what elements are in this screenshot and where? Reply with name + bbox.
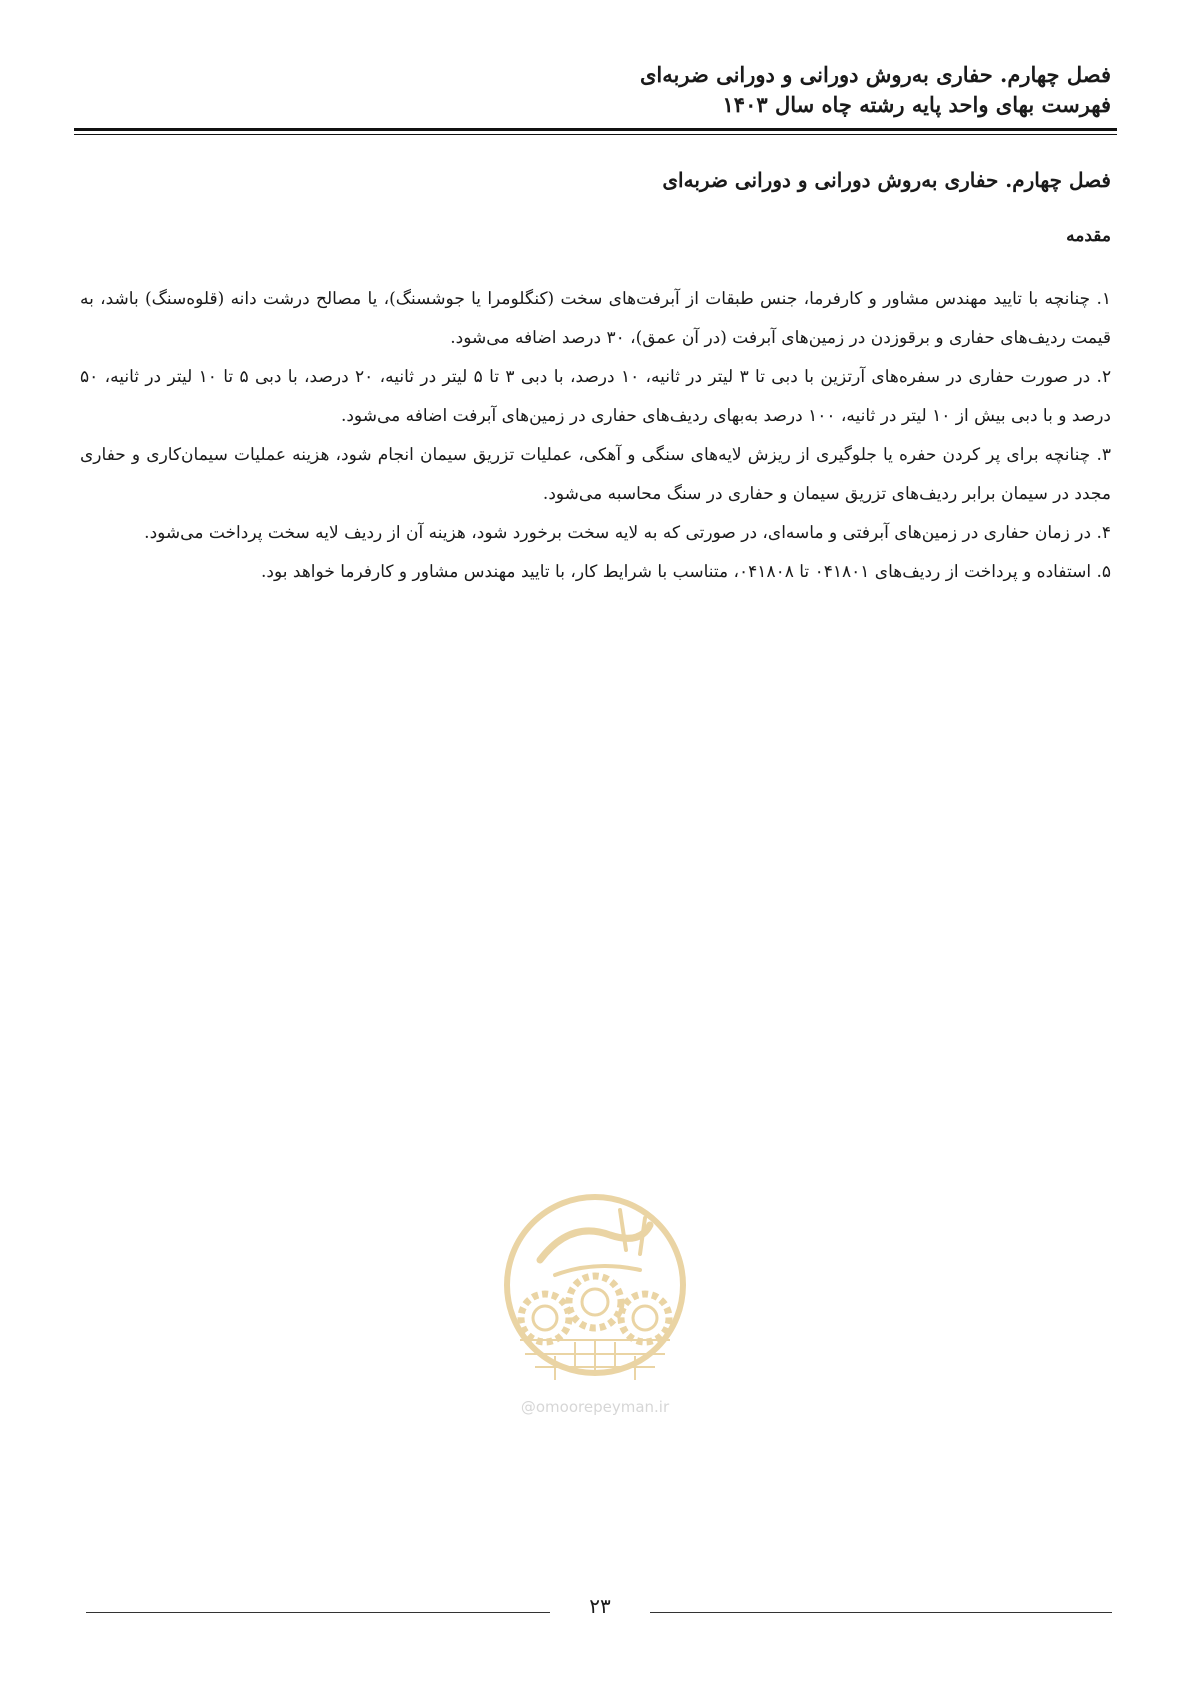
clause-5: ۵. استفاده و پرداخت از ردیف‌های ۰۴۱۸۰۱ تا ۰۴۱۸۰۸، متناسب با شرایط کار، با تایید مهندس مشاور و کارفرما خواهد بود. xyxy=(261,562,1111,582)
page-number: ۲۳ xyxy=(589,1594,611,1618)
clause-3: ۳. چنانچه برای پر کردن حفره یا جلوگیری از ریزش لایه‌های سنگی و آهکی، عملیات تزریق سیمان انجام شود، هزینه عملیات سیمان‌کاری و حفاری مجدد در سیمان برابر ردیف‌های تزریق سیمان و حفاری در سنگ محاسبه می‌شود. xyxy=(80,445,1111,504)
watermark-logo-icon xyxy=(500,1190,690,1395)
clause-2: ۲. در صورت حفاری در سفره‌های آرتزین با دبی تا ۳ لیتر در ثانیه، ۱۰ درصد، با دبی ۳ تا ۵ لیتر در ثانیه، ۲۰ درصد، با دبی ۵ تا ۱۰ لیتر در ثانیه، ۵۰ درصد و با دبی بیش از ۱۰ لیتر در ثانیه، ۱۰۰ درصد به‌بهای ردیف‌های حفاری در زمین‌های آبرفت اضافه می‌شود. xyxy=(80,367,1112,426)
clause-1: ۱. چنانچه با تایید مهندس مشاور و کارفرما، جنس طبقات از آبرفت‌های سخت (کنگلومرا یا جوشسنگ)، یا مصالح درشت دانه (قلوه‌سنگ) باشد، به قیمت ردیف‌های حفاری و برقوزدن در زمین‌های آبرفت (در آن عمق)، ۳۰ درصد اضافه می‌شود. xyxy=(80,289,1111,348)
chapter-title: فصل چهارم. حفاری به‌روش دورانی و دورانی ضربه‌ای xyxy=(662,168,1111,192)
clause-4: ۴. در زمان حفاری در زمین‌های آبرفتی و ماسه‌ای، در صورتی که به لایه سخت برخورد شود، هزینه آن از ردیف لایه سخت پرداخت می‌شود. xyxy=(144,523,1111,543)
introduction-clauses xyxy=(80,280,1111,592)
header-divider-thin xyxy=(74,134,1117,135)
header-divider-thick xyxy=(74,128,1117,131)
running-header-price-list: فهرست بهای واحد پایه رشته چاه سال ۱۴۰۳ xyxy=(722,92,1111,117)
running-header xyxy=(80,60,1111,120)
introduction-heading: مقدمه xyxy=(1066,226,1111,246)
footer-rule-left xyxy=(86,1612,550,1613)
footer-rule-right xyxy=(650,1612,1112,1613)
watermark-url: @omoorepeyman.ir xyxy=(520,1398,670,1416)
watermark xyxy=(500,1190,690,1430)
running-header-chapter: فصل چهارم. حفاری به‌روش دورانی و دورانی ضربه‌ای xyxy=(639,62,1111,87)
